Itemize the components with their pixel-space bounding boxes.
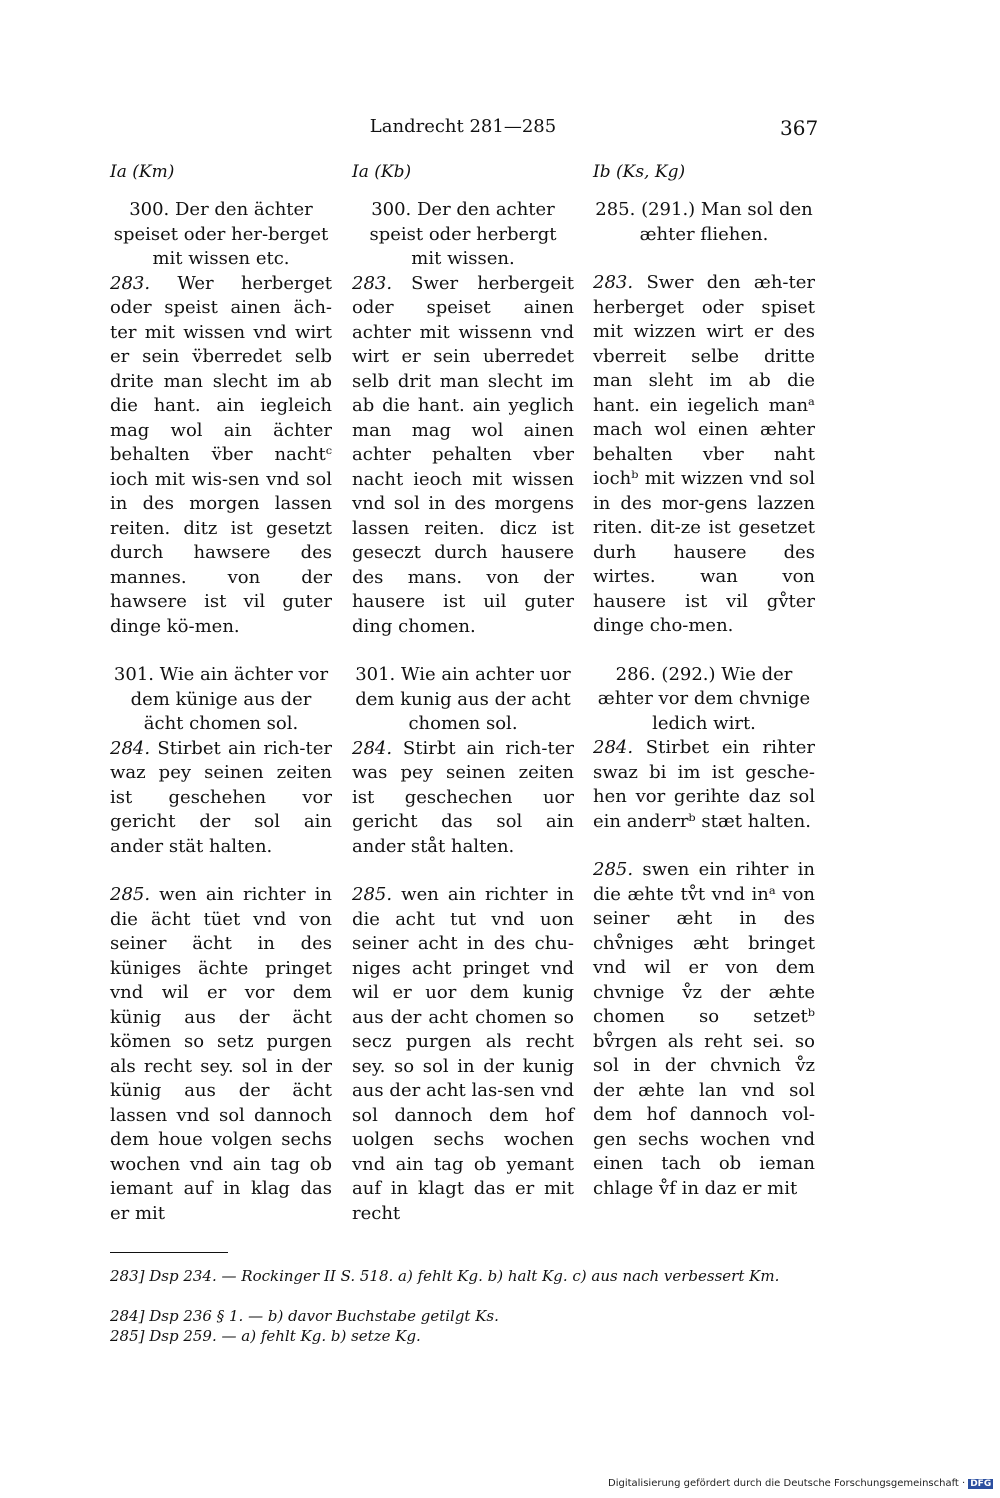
running-title: Landrecht 281—285 bbox=[369, 116, 557, 137]
rubric: 286. (292.) Wie der æhter vor dem chvnige ledich wirt. bbox=[597, 663, 811, 734]
column-2 bbox=[352, 160, 574, 1226]
paragraph bbox=[352, 883, 574, 1226]
column-3 bbox=[593, 160, 815, 1201]
column-siglum: Ib (Ks, Kg) bbox=[593, 162, 686, 182]
section bbox=[593, 858, 815, 1201]
column-1 bbox=[110, 160, 332, 1226]
footnote-rule bbox=[110, 1252, 228, 1253]
article-number: 285. bbox=[593, 859, 634, 880]
paragraph bbox=[110, 737, 332, 860]
funding-text: Digitalisierung gefördert durch die Deutsche Forschungsgemeinschaft · bbox=[608, 1478, 966, 1489]
column-siglum: Ia (Kb) bbox=[352, 162, 412, 182]
section bbox=[110, 883, 332, 1226]
article-number: 283. bbox=[593, 272, 634, 293]
paragraph bbox=[352, 737, 574, 860]
paragraph bbox=[593, 271, 815, 639]
section bbox=[593, 198, 815, 639]
rubric: 301. Wie ain ächter vor dem künige aus der ächt chomen sol. bbox=[113, 664, 329, 734]
paragraph bbox=[110, 883, 332, 1226]
article-number: 285. bbox=[110, 884, 151, 905]
article-text: Wer herberget oder speist ainen äch-ter mit wissen vnd wirt er sein v̈berredet selb drite man slecht im ab die hant. ain iegleich mag wol ain ächter behalten v̈ber nachtᶜ ioch mit wis-sen vnd sol in des morgen lassen reiten. ditz ist gesetzt durch hawsere des mannes. von der hawsere ist vil guter dinge kö-men. bbox=[110, 272, 332, 637]
rubric: 301. Wie ain achter uor dem kunig aus der acht chomen sol. bbox=[355, 664, 571, 734]
paragraph bbox=[110, 272, 332, 640]
section bbox=[110, 663, 332, 859]
paragraph bbox=[593, 858, 815, 1201]
article-text: Stirbt ain rich-ter was pey seinen zeiten ist geschechen uor gericht das sol ain ander ståt halten. bbox=[352, 737, 574, 857]
rubric: 285. (291.) Man sol den æhter fliehen. bbox=[595, 199, 813, 245]
article-text: wen ain richter in die acht tut vnd uon seiner acht in des chu-niges acht pringet vnd wil er uor dem kunig aus der acht chomen so secz purgen als recht sey. so sol in der kunig aus der acht las-sen vnd sol dannoch dem hof uolgen sechs wochen vnd ain tag ob yemant auf in klagt das er mit recht bbox=[352, 884, 574, 1224]
section bbox=[110, 198, 332, 639]
paragraph bbox=[593, 736, 815, 834]
footnote-285: 285] Dsp 259. — a) fehlt Kg. b) setze Kg. bbox=[110, 1327, 421, 1345]
article-text: Stirbet ain rich-ter waz pey seinen zeiten ist geschehen vor gericht der sol ain ander stät halten. bbox=[110, 737, 332, 857]
article-number: 283. bbox=[110, 272, 151, 294]
paragraph bbox=[352, 272, 574, 640]
funding-note bbox=[608, 1478, 993, 1489]
article-number: 284. bbox=[352, 737, 393, 759]
rubric: 300. Der den achter speist oder herbergt mit wissen. bbox=[369, 199, 557, 269]
article-number: 284. bbox=[110, 737, 151, 759]
rubric: 300. Der den ächter speiset oder her-berget mit wissen etc. bbox=[113, 199, 329, 269]
article-text: swen ein rihter in die æhte tv̊t vnd inᵃ von seiner æht in des chv̊niges æht bringet vnd wil er von dem chvnige v̊z der æhte chomen so setzetᵇ bv̊rgen als reht sei. so sol in der chvnich v̊z der æhte lan vnd sol dem hof dannoch vol-gen sechs wochen vnd einen tach ob ieman chlage v̊f in daz er mit bbox=[593, 859, 815, 1199]
article-text: Swer den æh-ter herberget oder spiset mit wizzen wirt er des vberreit selbe dritte man sleht im ab die hant. ein iegelich manᵃ mach wol einen æhter behalten vber naht iochᵇ mit wizzen vnd sol in des mor-gens lazzen riten. dit-ze ist gesetzet durh hausere des wirtes. wan von hausere ist vil gv̊ter dinge cho-men. bbox=[593, 272, 815, 636]
dfg-logo: DFG bbox=[970, 1479, 992, 1489]
footnote-284: 284] Dsp 236 § 1. — b) davor Buchstabe getilgt Ks. bbox=[110, 1307, 499, 1325]
article-text: Stirbet ein rihter swaz bi im ist gesche-hen vor gerihte daz sol ein anderrᵇ stæt halten. bbox=[593, 737, 815, 832]
article-number: 284. bbox=[593, 737, 634, 758]
article-text: Swer herbergeit oder speiset ainen achter mit wissenn vnd wirt er sein uberredet selb drit man slecht im ab die hant. ain yeglich man mag wol ainen achter pehalten vber nacht ieoch mit wissen vnd sol in des morgens lassen reiten. dicz ist geseczt durch hausere des mans. von der hausere ist uil guter ding chomen. bbox=[352, 272, 574, 637]
section bbox=[593, 663, 815, 835]
article-number: 283. bbox=[352, 272, 393, 294]
section bbox=[352, 198, 574, 639]
section bbox=[352, 883, 574, 1226]
article-text: wen ain richter in die ächt tüet vnd von seiner ächt in des küniges ächte pringet vnd wil er vor dem künig aus der ächt kömen so setz purgen als recht sey. sol in der künig aus der ächt lassen vnd sol dannoch dem houe volgen sechs wochen vnd ain tag ob iemant auf in klag das er mit bbox=[110, 884, 332, 1224]
section bbox=[352, 663, 574, 859]
page-number: 367 bbox=[780, 116, 819, 140]
article-number: 285. bbox=[352, 884, 393, 905]
footnote-283: 283] Dsp 234. — Rockinger II S. 518. a) fehlt Kg. b) halt Kg. c) aus nach verbessert Km. bbox=[110, 1267, 780, 1285]
column-siglum: Ia (Km) bbox=[110, 162, 175, 182]
